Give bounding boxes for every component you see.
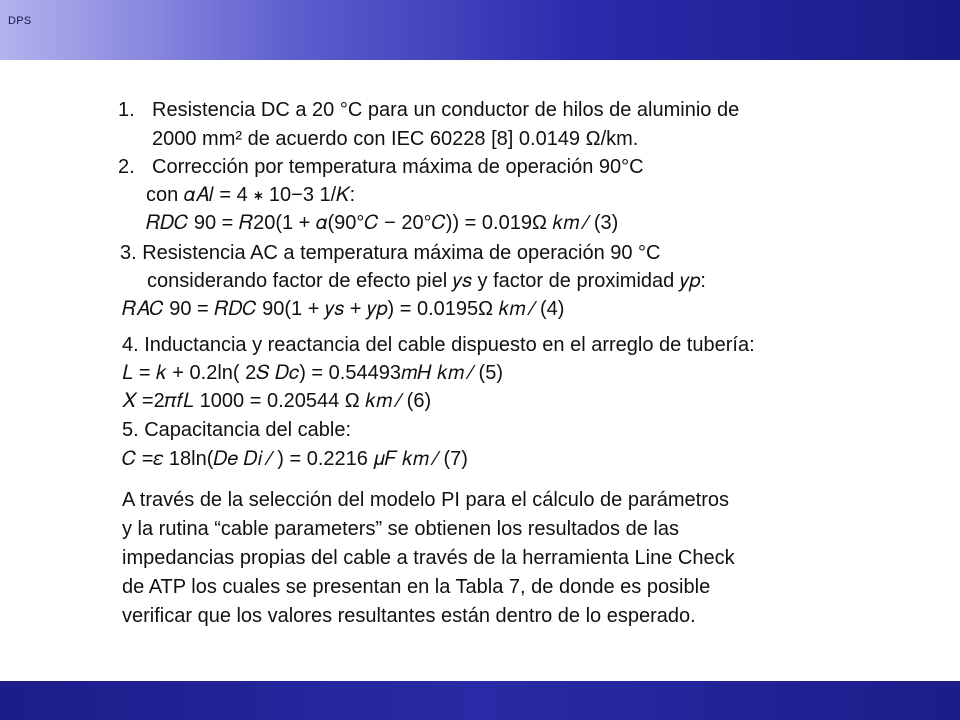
item-3-line-1: 3. Resistencia AC a temperatura máxima de operación 90 °C: [120, 242, 661, 264]
paragraph-line: A través de la selección del modelo PI para el cálculo de parámetros: [122, 489, 730, 511]
footer-band: [0, 681, 960, 720]
item-5-line-1: 5. Capacitancia del cable:: [122, 419, 352, 441]
item-2-line-1: [118, 155, 644, 179]
item-1-line-1: [118, 98, 739, 122]
item-1-line-2: 2000 mm² de acuerdo con IEC 60228 [8] 0.0149 Ω/km.: [152, 128, 639, 150]
item-1-text-1: Resistencia DC a 20 °C para un conductor de hilos de aluminio de: [152, 99, 740, 121]
item-3-line-2: considerando factor de efecto piel 𝑦𝑠 y factor de proximidad 𝑦𝑝:: [147, 270, 706, 292]
item-4-line-1: 4. Inductancia y reactancia del cable dispuesto en el arreglo de tubería:: [122, 334, 755, 356]
item-4-formula-2: 𝑋 =2𝜋𝑓𝐿 1000 = 0.20544 Ω 𝑘𝑚 ⁄ (6): [122, 390, 432, 412]
item-2-text-1: Corrección por temperatura máxima de operación 90°C: [152, 156, 644, 178]
item-3-formula: 𝑅𝐴𝐶 90 = 𝑅𝐷𝐶 90(1 + 𝑦𝑠 + 𝑦𝑝) = 0.0195Ω 𝑘𝑚 ⁄ (4): [122, 298, 565, 320]
paragraph-line: impedancias propias del cable a través de la herramienta Line Check: [122, 547, 735, 569]
item-2-formula: 𝑅𝐷𝐶 90 = 𝑅20(1 + 𝛼(90°𝐶 − 20°𝐶)) = 0.019Ω 𝑘𝑚 ⁄ (3): [146, 212, 619, 234]
paragraph-line: verificar que los valores resultantes están dentro de lo esperado.: [122, 605, 696, 627]
item-1-number: 1.: [118, 99, 135, 121]
brand-label: DPS: [8, 15, 32, 27]
item-5-formula: 𝐶 =𝜀 18ln(𝐷𝑒 𝐷𝑖 ⁄ ) = 0.2216 𝜇𝐹 𝑘𝑚 ⁄ (7): [122, 448, 468, 470]
item-4-formula-1: 𝐿 = 𝑘 + 0.2ln( 2𝑆 𝐷𝑐) = 0.54493𝑚𝐻 𝑘𝑚 ⁄ (5): [122, 362, 503, 384]
paragraph-line: de ATP los cuales se presentan en la Tabla 7, de donde es posible: [122, 576, 711, 598]
paragraph-line: y la rutina “cable parameters” se obtienen los resultados de las: [122, 518, 679, 540]
item-2-number: 2.: [118, 156, 135, 178]
item-2-line-2: con 𝛼𝐴𝑙 = 4 ∗ 10−3 1/𝐾:: [146, 184, 356, 206]
summary-paragraph: [122, 486, 862, 631]
